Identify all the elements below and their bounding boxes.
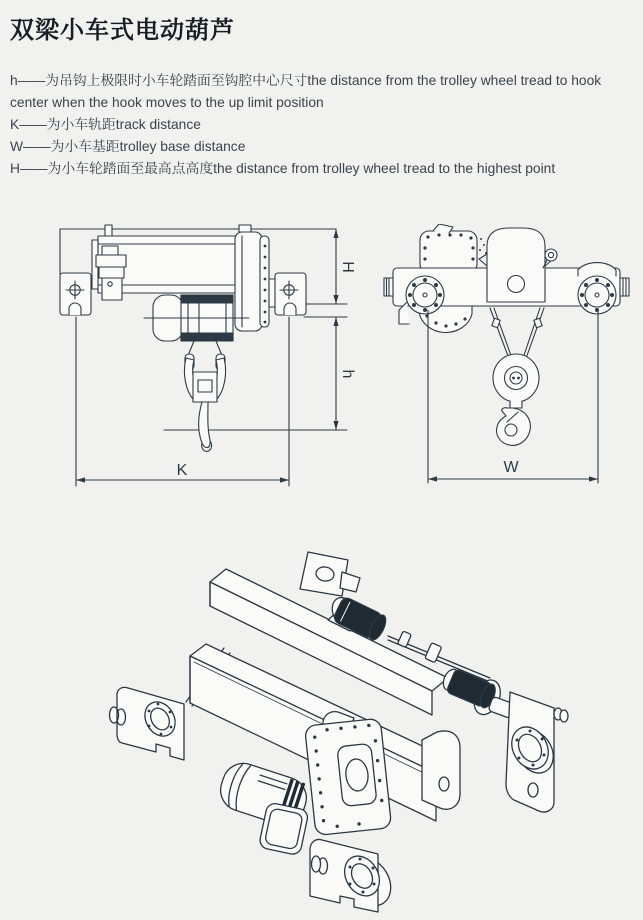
left-trolley-wheel — [60, 273, 91, 315]
figure-end-view — [383, 224, 643, 490]
suspension-bracket — [479, 228, 557, 302]
page-title: 双梁小车式电动葫芦 — [10, 18, 235, 44]
junction-box — [258, 802, 309, 856]
left-buffer — [384, 278, 393, 296]
right-wheel-fender — [578, 263, 616, 276]
hoist-motor — [144, 295, 249, 341]
legend-line-K: K——为小车轨距track distance — [10, 117, 201, 132]
figure-side-view — [36, 224, 358, 494]
dim-label-H: H — [338, 261, 356, 273]
dim-label-K: K — [176, 462, 188, 479]
gearbox — [235, 225, 269, 331]
travel-motor-right — [437, 662, 516, 718]
hitch-plate — [300, 552, 360, 596]
bottom-hook — [497, 408, 531, 446]
hook-block — [184, 354, 225, 402]
left-side-plate — [110, 687, 189, 760]
legend-line-W: W——为小车基距trolley base distance — [10, 139, 246, 154]
legend-line-H: H——为小车轮踏面至最高点高度the distance from trolley wheel tread to the highest point — [10, 161, 556, 176]
bottom-hook-block — [493, 354, 539, 408]
right-buffer — [620, 278, 629, 296]
dimension-legend — [10, 70, 635, 180]
front-side-plate — [310, 839, 399, 913]
central-gearbox — [305, 712, 392, 836]
right-travel-wheel — [578, 276, 616, 314]
figure-isometric-view — [92, 532, 580, 918]
hook — [199, 402, 212, 451]
dim-label-W: W — [503, 459, 519, 476]
dim-label-h: h — [338, 369, 356, 379]
right-trolley-wheel — [269, 273, 306, 315]
legend-line-h: h——为吊钩上极限时小车轮踏面至钩腔中心尺寸the distance from the trolley wheel tread to hook — [10, 73, 602, 88]
legend-line-h-cont: center when the hook moves to the up limit position — [10, 95, 324, 110]
end-view-dim-labels — [503, 459, 519, 476]
